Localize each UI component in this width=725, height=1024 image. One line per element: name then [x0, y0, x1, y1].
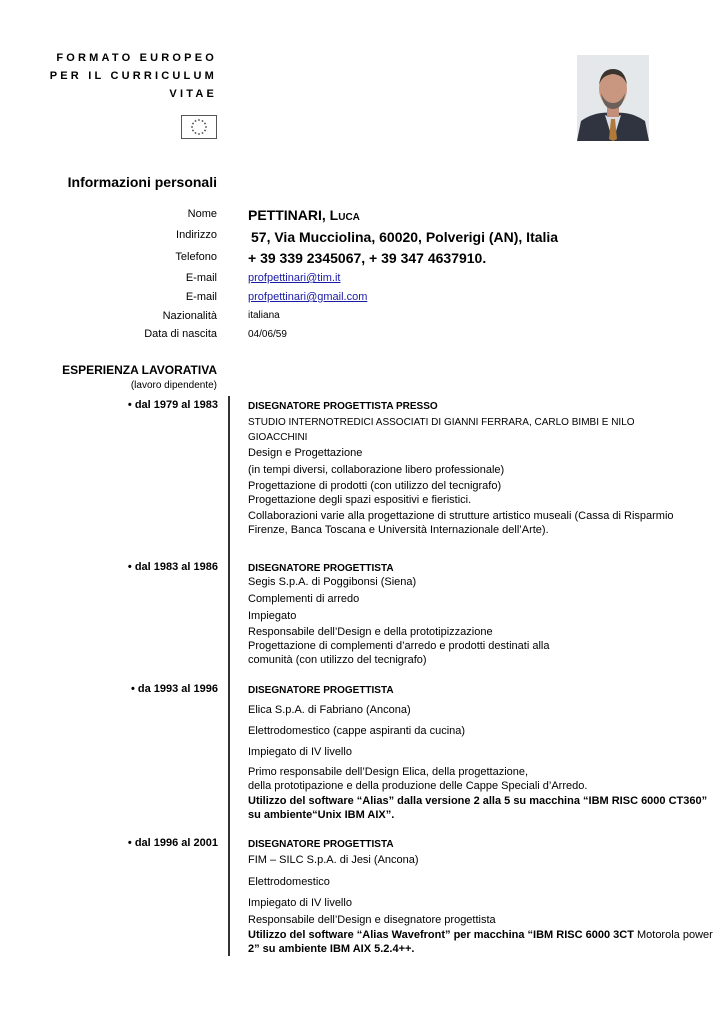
- job-detail: Progettazione degli spazi espositivi e fieristici.: [248, 494, 472, 506]
- job-detail: (in tempi diversi, collaborazione libero professionale): [248, 464, 505, 476]
- job-software-note-cont: 2” su ambiente IBM AIX 5.2.4++.: [248, 943, 415, 955]
- job-role-4: DISEGNATORE PROGETTISTA: [248, 839, 394, 850]
- job-role-2: DISEGNATORE PROGETTISTA: [248, 563, 394, 574]
- job-detail: Progettazione di complementi d’arredo e prodotti destinati alla: [248, 640, 550, 652]
- cv-title-line-1: FORMATO EUROPEO: [56, 52, 217, 64]
- job-detail: Impiegato: [248, 610, 297, 622]
- job-role-3: DISEGNATORE PROGETTISTA: [248, 685, 394, 696]
- job-detail: Firenze, Banca Toscana e Università Internazionale dell’Arte).: [248, 524, 549, 536]
- label-nazionalita: Nazionalità: [162, 310, 217, 322]
- job-role-1: DISEGNATORE PROGETTISTA PRESSO: [248, 401, 438, 412]
- job-employer-4: FIM – SILC S.p.A. di Jesi (Ancona): [248, 854, 419, 866]
- value-nome: PETTINARI, Luca: [248, 207, 360, 223]
- job-period-2: • dal 1983 al 1986: [127, 561, 218, 573]
- job-detail: Responsabile dell’Design e disegnatore progettista: [248, 914, 496, 926]
- job-detail: Responsabile dell’Design e della prototipizzazione: [248, 626, 493, 638]
- profile-photo: [577, 55, 649, 141]
- value-nazionalita: italiana: [248, 310, 280, 321]
- job-period-4: • dal 1996 al 2001: [127, 837, 218, 849]
- job-detail: della prototipazione e della produzione delle Cappe Speciali d’Arredo.: [248, 780, 588, 792]
- eu-flag-logo: [181, 115, 217, 139]
- cv-title-line-3: VITAE: [169, 88, 217, 100]
- label-data-nascita: Data di nascita: [144, 328, 217, 340]
- value-indirizzo: 57, Via Mucciolina, 60020, Polverigi (AN), Italia: [251, 229, 559, 245]
- job-detail: Primo responsabile dell’Design Elica, della progettazione,: [248, 766, 529, 778]
- job-detail: Complementi di arredo: [248, 593, 360, 605]
- job-software-note: Utilizzo del software “Alias Wavefront” per macchina “IBM RISC 6000 3CT Motorola power: [248, 929, 713, 941]
- email-link-1[interactable]: profpettinari@tim.it: [248, 272, 341, 284]
- job-detail: Elettrodomestico: [248, 876, 330, 888]
- job-period-3: • da 1993 al 1996: [130, 683, 218, 695]
- email-link-2[interactable]: profpettinari@gmail.com: [248, 291, 368, 303]
- label-email-2: E-mail: [185, 291, 217, 303]
- job-detail: Design e Progettazione: [248, 447, 363, 459]
- job-employer-1-cont: GIOACCHINI: [248, 432, 308, 443]
- section-title-personal: Informazioni personali: [67, 174, 217, 190]
- label-email-1: E-mail: [185, 272, 217, 284]
- job-software-note-cont: su ambiente“Unix IBM AIX”.: [248, 809, 395, 821]
- value-data-nascita: 04/06/59: [248, 329, 287, 340]
- job-detail: Elettrodomestico (cappe aspiranti da cucina): [248, 725, 466, 737]
- job-employer-3: Elica S.p.A. di Fabriano (Ancona): [248, 704, 411, 716]
- label-indirizzo: Indirizzo: [176, 229, 217, 241]
- section-divider-line: [228, 396, 230, 956]
- job-detail: Impiegato di IV livello: [248, 746, 352, 758]
- job-employer-1: STUDIO INTERNOTREDICI ASSOCIATI DI GIANNI FERRARA, CARLO BIMBI E NILO: [248, 417, 635, 428]
- job-period-1: • dal 1979 al 1983: [127, 399, 218, 411]
- job-detail: Progettazione di prodotti (con utilizzo del tecnigrafo): [248, 480, 502, 492]
- value-telefono: + 39 339 2345067, + 39 347 4637910.: [248, 250, 487, 266]
- section-title-experience: ESPERIENZA LAVORATIVA: [62, 363, 217, 377]
- job-employer-2: Segis S.p.A. di Poggibonsi (Siena): [248, 576, 417, 588]
- job-detail: Collaborazioni varie alla progettazione di strutture artistico museali (Cassa di Risparmio: [248, 510, 674, 522]
- experience-subtitle: (lavoro dipendente): [130, 380, 217, 391]
- job-software-note: Utilizzo del software “Alias” dalla versione 2 alla 5 su macchina “IBM RISC 6000 CT360”: [248, 795, 708, 807]
- label-telefono: Telefono: [175, 251, 217, 263]
- job-detail: Impiegato di IV livello: [248, 897, 352, 909]
- cv-title-line-2: PER IL CURRICULUM: [49, 70, 217, 82]
- job-detail: comunità (con utilizzo del tecnigrafo): [248, 654, 427, 666]
- label-nome: Nome: [187, 208, 217, 220]
